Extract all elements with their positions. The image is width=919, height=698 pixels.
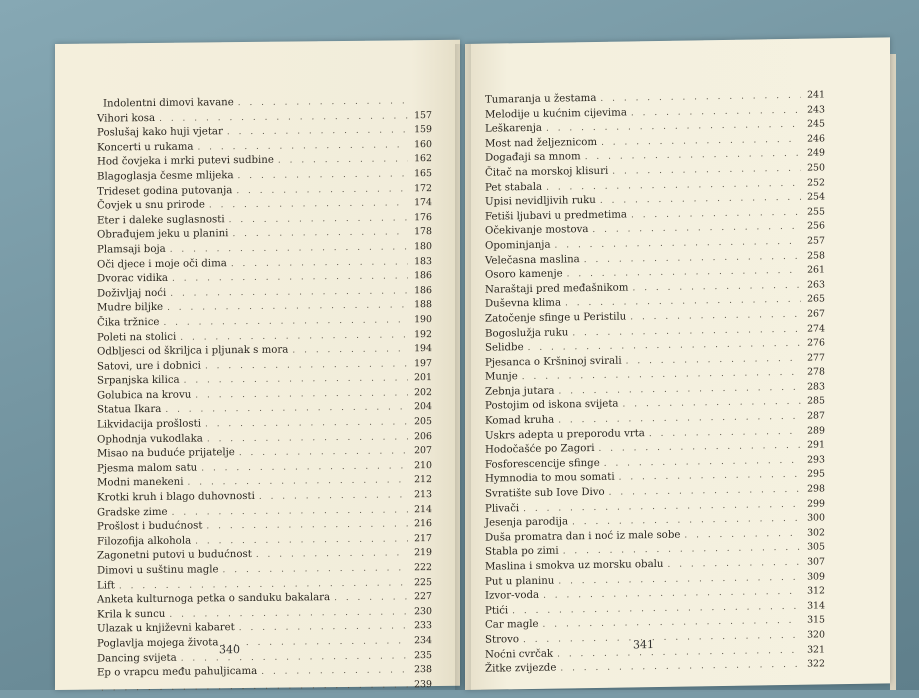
dot-leader (619, 471, 801, 483)
left-page (55, 40, 460, 690)
toc-entry-page: 314 (805, 601, 825, 611)
dot-leader (522, 369, 801, 382)
toc-entry-title: Satovi, ure i dobnici (97, 361, 201, 372)
dot-leader (600, 194, 801, 206)
dot-leader (528, 340, 801, 353)
dot-leader (207, 433, 408, 444)
dot-leader (631, 106, 801, 118)
toc-entry-title: Koncerti u rukama (97, 142, 193, 153)
toc-entry-title: Pjesanca o Kršninoj svirali (485, 356, 622, 368)
dot-leader (584, 252, 801, 264)
toc-entry-page: 172 (412, 184, 432, 194)
dot-leader (630, 311, 801, 323)
toc-entry-title: Uskrs adepta u preporodu vrta (485, 429, 645, 442)
dot-leader (238, 97, 408, 108)
toc-entry-title: Mudre biljke (97, 303, 163, 314)
toc-entry-page: 214 (412, 505, 432, 515)
dot-leader (543, 617, 801, 630)
dot-leader (565, 296, 801, 309)
dot-leader (227, 126, 408, 137)
dot-leader (523, 632, 801, 645)
dot-leader (261, 666, 408, 677)
toc-entry-title: Upisi nevidljivih ruku (485, 196, 596, 208)
toc-entry-title: Indolentni dimovi kavane (97, 98, 234, 110)
toc-entry-page: 322 (805, 660, 825, 670)
dot-leader (559, 384, 802, 397)
dot-leader (560, 661, 801, 674)
toc-entry-page: 267 (805, 309, 825, 319)
toc-entry-title: Dimovi u suštinu magle (97, 565, 219, 576)
toc-entry-title: Bogoslužja ruku (485, 328, 568, 340)
dot-leader (649, 427, 801, 438)
toc-entry-page: 216 (412, 519, 432, 529)
toc-entry-page: 219 (412, 548, 432, 558)
toc-entry-title: Lift (97, 581, 115, 591)
toc-entry (97, 680, 432, 698)
dot-leader (612, 165, 801, 177)
toc-entry-title: Krila k suncu (97, 610, 165, 621)
toc-entry-title: Pet stabala (485, 182, 542, 193)
dot-leader (600, 92, 801, 104)
dot-leader (563, 544, 801, 557)
open-book (55, 44, 890, 690)
toc-entry-title: Modni manekeni (97, 478, 184, 489)
toc-entry-page: 291 (805, 441, 825, 451)
dot-leader (334, 593, 408, 603)
dot-leader (195, 389, 408, 400)
toc-entry-page: 212 (412, 475, 432, 485)
toc-entry-title: Dancing svijeta (97, 653, 177, 664)
toc-entry-page: 307 (805, 557, 825, 567)
dot-leader (546, 121, 801, 134)
toc-entry-title: Velečasna maslina (485, 255, 580, 267)
right-page (465, 37, 890, 690)
toc-entry-page: 165 (412, 169, 432, 179)
dot-leader (209, 199, 408, 210)
toc-entry-page: 278 (805, 368, 825, 378)
toc-entry-title: Most nad željeznicom (485, 138, 597, 150)
toc-entry-page: 207 (412, 446, 432, 456)
dot-leader (592, 223, 801, 235)
toc-entry-page: 283 (805, 382, 825, 392)
toc-entry-page: 234 (412, 636, 432, 646)
toc-entry-title: Naraštaji pred međašnikom (485, 283, 628, 295)
toc-entry-page: 254 (805, 193, 825, 203)
dot-leader (229, 214, 408, 225)
dot-leader (572, 325, 801, 338)
toc-entry-title: Čika tržnice (97, 318, 159, 329)
dot-leader (555, 238, 801, 251)
toc-entry-title: Zagonetni putovi u budućnost (97, 550, 252, 562)
toc-entry-page: 252 (805, 178, 825, 188)
toc-entry-title: Plamsaji boja (97, 245, 166, 256)
toc-entry-page: 249 (805, 149, 825, 159)
toc-entry-title: Trideset godina putovanja (97, 186, 232, 198)
dot-leader (165, 404, 408, 416)
toc-entry-title: Fetiši ljubavi u predmetima (485, 210, 627, 222)
dot-leader (557, 646, 801, 659)
toc-entry-page: 312 (805, 587, 825, 597)
dot-leader (238, 170, 408, 181)
toc-entry-page: 233 (412, 621, 432, 631)
toc-entry-title: Likvidacija prošlosti (97, 420, 201, 431)
toc-entry-page: 255 (805, 207, 825, 217)
toc-entry-title: Selidbe (485, 343, 524, 354)
toc-entry-title: Doživljaj noći (97, 289, 166, 300)
dot-leader (195, 535, 408, 546)
toc-entry-title: Put u planinu (485, 576, 554, 587)
toc-entry-page: 274 (805, 324, 825, 334)
toc-entry-title: Pjesma malom satu (97, 463, 197, 474)
dot-leader (170, 287, 408, 298)
toc-entry-page: 287 (805, 411, 825, 421)
dot-leader (278, 156, 408, 166)
toc-entry-title: Tumaranja u žestama (485, 94, 596, 106)
toc-entry-title: Svratište sub Iove Divo (485, 488, 605, 500)
toc-entry-page: 186 (412, 286, 432, 296)
toc-entry-title: Jesenja parodija (485, 518, 568, 530)
toc-entry-page: 289 (805, 426, 825, 436)
book-gutter (455, 44, 471, 690)
toc-entry-page: 241 (805, 90, 825, 100)
toc-entry-page: 239 (412, 680, 432, 690)
dot-leader (632, 281, 801, 293)
dot-leader (231, 258, 408, 269)
dot-leader (197, 141, 408, 152)
toc-entry-page: 299 (805, 499, 825, 509)
dot-leader (546, 179, 801, 192)
toc-entry-page: 201 (412, 373, 432, 383)
dot-leader (172, 506, 408, 517)
toc-entry-page: 261 (805, 265, 825, 275)
dot-leader (167, 302, 408, 314)
dot-leader (259, 491, 408, 502)
toc-entry-page: 186 (412, 271, 432, 281)
toc-entry-title: Statua Ikara (97, 405, 161, 416)
toc-entry-page: 285 (805, 397, 825, 407)
toc-entry-title: Obrađujem jeku u planini (97, 230, 228, 242)
dot-leader (184, 375, 408, 386)
toc-entry-page: 256 (805, 222, 825, 232)
dot-leader (201, 462, 408, 473)
toc-entry-title: Poslušaj kako huji vjetar (97, 127, 223, 139)
dot-leader (572, 515, 801, 528)
toc-entry-page: 217 (412, 534, 432, 544)
dot-leader (232, 229, 408, 240)
right-toc-list (485, 90, 825, 679)
toc-entry-title: Munje (485, 372, 518, 383)
toc-entry-page: 210 (412, 461, 432, 471)
toc-entry-page: 160 (412, 140, 432, 150)
dot-leader (543, 588, 801, 601)
toc-entry-title: Hodočašće po Zagori (485, 444, 594, 456)
toc-entry-page: 176 (412, 213, 432, 223)
toc-entry-title: Duševna klima (485, 299, 561, 310)
toc-entry-page: 157 (412, 111, 432, 121)
toc-entry-page: 257 (805, 236, 825, 246)
dot-leader (256, 550, 408, 561)
toc-entry-page: 295 (805, 470, 825, 480)
toc-entry-title: Osoro kamenje (485, 270, 563, 281)
toc-entry-page: 250 (805, 163, 825, 173)
toc-entry-title: Filozofija alkohola (97, 536, 191, 547)
toc-entry-page: 235 (412, 651, 432, 661)
toc-entry-title: Ep o vrapcu među pahuljicama (97, 667, 257, 679)
toc-entry-title: Opominjanja (485, 241, 551, 252)
dot-leader (558, 573, 801, 586)
toc-entry-title: Srpanjska kilica (97, 376, 180, 387)
toc-entry-title: Eter i daleke suglasnosti (97, 215, 225, 227)
toc-entry-page: 265 (805, 295, 825, 305)
toc-entry-title: Zebnja jutara (485, 386, 555, 397)
dot-leader (667, 559, 801, 570)
toc-entry-page: 162 (412, 154, 432, 164)
toc-entry-page: 190 (412, 315, 432, 325)
toc-entry-title: Ptići (485, 606, 508, 617)
toc-entry-page: 194 (412, 344, 432, 354)
toc-entry-title: Strovo (485, 635, 519, 646)
dot-leader (684, 530, 801, 541)
toc-entry-title: Car magle (485, 620, 539, 631)
toc-entry-title: Poleti na stolici (97, 332, 176, 343)
toc-entry-page: 276 (805, 338, 825, 348)
toc-entry-page: 206 (412, 432, 432, 442)
dot-leader (623, 398, 801, 410)
left-toc-list (97, 96, 432, 698)
toc-entry-title: Plivači (485, 504, 519, 515)
dot-leader (601, 136, 801, 148)
toc-entry-page: 230 (412, 607, 432, 617)
toc-entry-page: 309 (805, 572, 825, 582)
toc-entry-page: 202 (412, 388, 432, 398)
toc-entry (485, 660, 825, 680)
left-page-number: 340 (219, 644, 240, 655)
toc-entry-page: 192 (412, 330, 432, 340)
toc-entry-title: Oči djece i moje oči dima (97, 259, 227, 271)
dot-leader (205, 418, 408, 429)
dot-leader (523, 500, 801, 513)
dot-leader (567, 267, 801, 280)
toc-entry-title: Ophodnja vukodlaka (97, 434, 203, 445)
dot-leader (181, 652, 408, 663)
toc-entry-title: Događaji sa mnom (485, 153, 581, 165)
toc-entry-title: Noćni cvrčak (485, 649, 553, 660)
toc-entry-page: 302 (805, 528, 825, 538)
toc-entry-page: 205 (412, 417, 432, 427)
toc-entry-title: Gradske zime (97, 507, 168, 518)
toc-entry-title: Očekivanje mostova (485, 225, 588, 237)
toc-entry-page: 204 (412, 403, 432, 413)
toc-entry-page: 197 (412, 359, 432, 369)
toc-entry-page: 246 (805, 134, 825, 144)
toc-entry-page: 174 (412, 198, 432, 208)
toc-entry-title: Zatočenje sfinge u Peristilu (485, 312, 626, 324)
toc-entry-page: 321 (805, 645, 825, 655)
toc-entry-title: Anketa kulturnoga petka o sanduku bakalara (97, 593, 330, 606)
dot-leader (512, 603, 801, 617)
toc-entry-page: 293 (805, 455, 825, 465)
dot-leader (222, 637, 408, 648)
toc-entry-title: Krotki kruh i blago duhovnosti (97, 492, 255, 504)
toc-entry-title: Duša promatra dan i noć iz male sobe (485, 530, 680, 543)
right-page-number: 341 (633, 639, 654, 650)
toc-entry-page: 298 (805, 484, 825, 494)
toc-entry-title: Leškarenja (485, 124, 542, 135)
toc-entry-title: Fosforescencije sfinge (485, 459, 600, 471)
toc-entry-title: Blagoglasja česme mlijeka (97, 171, 234, 183)
dot-leader (558, 413, 801, 426)
toc-entry-page: 222 (412, 563, 432, 573)
toc-entry-title: Postojim od iskona svijeta (485, 400, 619, 412)
toc-entry-page: 320 (805, 630, 825, 640)
toc-entry-page: 213 (412, 490, 432, 500)
toc-entry-page: 300 (805, 514, 825, 524)
dot-leader (626, 354, 801, 366)
toc-entry-title: Žitke zvijezde (485, 664, 556, 675)
dot-leader (239, 448, 408, 459)
toc-entry-page: 178 (412, 227, 432, 237)
toc-entry-page: 188 (412, 300, 432, 310)
toc-entry-title: Čovjek u snu prirode (97, 201, 205, 212)
toc-entry-title: Čitač na morskoj klisuri (485, 167, 608, 179)
toc-entry-page: 277 (805, 353, 825, 363)
toc-entry-page: 243 (805, 105, 825, 115)
dot-leader (172, 272, 408, 283)
dot-leader (180, 331, 408, 342)
toc-entry-page: 183 (412, 257, 432, 267)
toc-entry-title: Golubica na krovu (97, 390, 191, 401)
toc-entry-title: Vihori kosa (97, 114, 155, 125)
toc-entry-page: 159 (412, 125, 432, 135)
toc-entry-title: Maslina i smokva uz morsku obalu (485, 560, 663, 573)
dot-leader (239, 623, 408, 634)
dot-leader (236, 185, 408, 196)
toc-entry-page: 258 (805, 251, 825, 261)
dot-leader (188, 477, 409, 488)
dot-leader (101, 681, 408, 693)
dot-leader (169, 608, 408, 619)
dot-leader (170, 243, 408, 254)
toc-entry-title: Melodije u kućnim cijevima (485, 108, 627, 120)
toc-entry-page: 315 (805, 616, 825, 626)
toc-entry-title: Izvor-voda (485, 591, 539, 602)
toc-entry-title: Hymnodia to mou somati (485, 473, 615, 485)
dot-leader (631, 208, 801, 220)
toc-entry-title: Stabla po zimi (485, 547, 559, 558)
toc-entry-title: Prošlost i budućnost (97, 522, 202, 533)
dot-leader (598, 442, 801, 454)
page-edge (890, 54, 896, 690)
dot-leader (163, 316, 408, 328)
toc-entry-title: Hod čovjeka i mrki putevi sudbine (97, 156, 274, 168)
toc-entry-title: Odbljesci od škriljca i pljunak s mora (97, 346, 288, 358)
toc-entry-title: Ulazak u književni kabaret (97, 623, 235, 635)
dot-leader (119, 579, 408, 591)
dot-leader (609, 486, 801, 498)
toc-entry-page: 305 (805, 543, 825, 553)
toc-entry-page: 263 (805, 280, 825, 290)
toc-entry-title: Misao na buduće prijateljе (97, 448, 235, 460)
toc-entry-title: Komad kruha (485, 416, 554, 427)
toc-entry-page: 225 (412, 578, 432, 588)
dot-leader (223, 564, 408, 575)
toc-entry-title: Poglavlja mojega života (97, 638, 218, 649)
dot-leader (604, 457, 801, 469)
toc-entry-title: Dvorac vidika (97, 274, 168, 285)
dot-leader (206, 521, 408, 532)
dot-leader (585, 150, 801, 162)
dot-leader (292, 345, 408, 355)
dot-leader (205, 360, 408, 371)
toc-entry-page: 238 (412, 665, 432, 675)
dot-leader (159, 112, 408, 124)
toc-entry-page: 245 (805, 120, 825, 130)
toc-entry-page: 227 (412, 592, 432, 602)
toc-entry-page: 180 (412, 242, 432, 252)
